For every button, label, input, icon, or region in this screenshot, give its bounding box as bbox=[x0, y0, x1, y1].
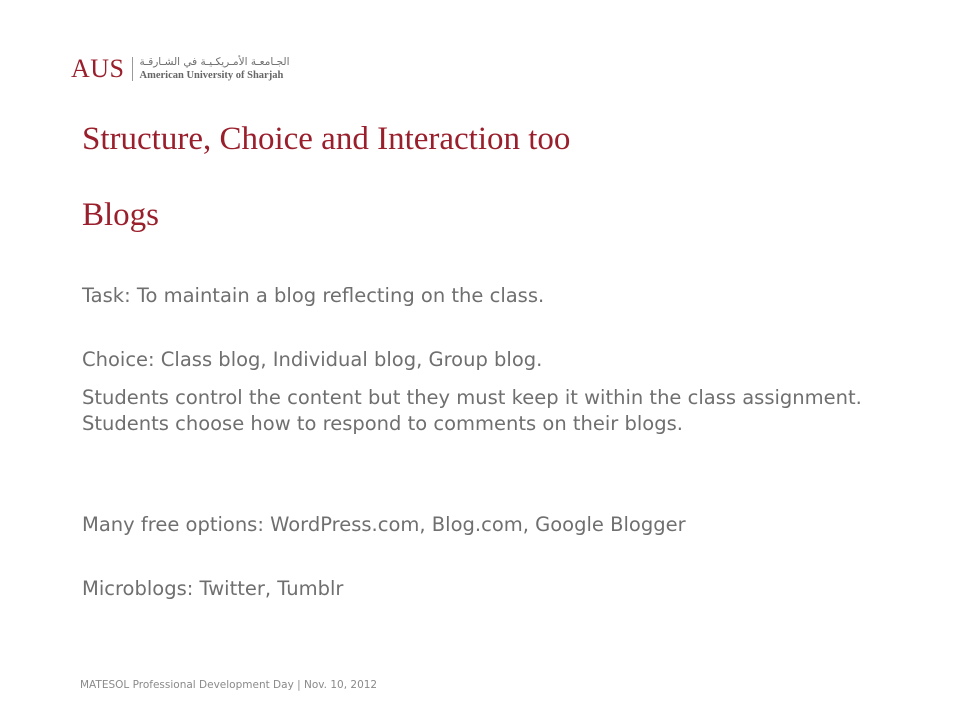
microblogs-paragraph: Microblogs: Twitter, Tumblr bbox=[82, 577, 344, 600]
logo-arabic-name: الجـامعـة الأمـريكـيـة في الشـارقـة bbox=[139, 56, 290, 68]
choice-paragraph: Choice: Class blog, Individual blog, Group blog. bbox=[82, 348, 543, 371]
logo-divider bbox=[132, 57, 133, 81]
slide-footer: MATESOL Professional Development Day | Nov. 10, 2012 bbox=[80, 679, 378, 691]
slide-title: Structure, Choice and Interaction too bbox=[82, 121, 571, 157]
free-options-paragraph: Many free options: WordPress.com, Blog.com, Google Blogger bbox=[82, 513, 686, 536]
university-logo bbox=[71, 52, 290, 86]
slide-subtitle: Blogs bbox=[82, 197, 160, 233]
logo-text-block bbox=[140, 57, 290, 81]
logo-english-name: American University of Sharjah bbox=[139, 69, 284, 81]
students-control-paragraph: Students control the content but they must keep it within the class assignment. Students choose how to respond to comments on their blogs. bbox=[82, 386, 862, 435]
logo-abbreviation: AUS bbox=[71, 54, 125, 83]
task-paragraph: Task: To maintain a blog reflecting on the class. bbox=[82, 284, 545, 307]
